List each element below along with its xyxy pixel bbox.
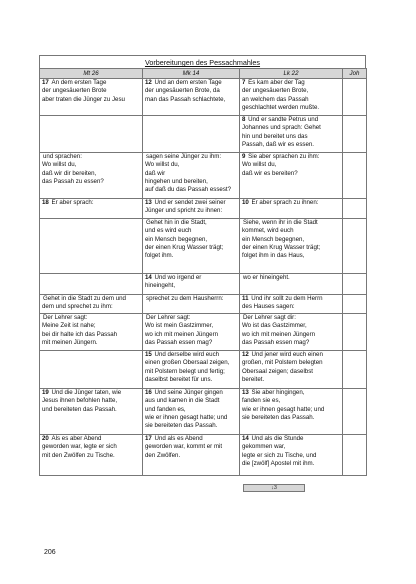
verse-number: 14 [242,435,251,442]
cell-mk [143,153,240,199]
verse-number: 7 [242,79,248,86]
verse-text: An dem ersten Tage der ungesäuerten Brote aber traten die Jünger zu Jesu [42,79,125,103]
table-row [40,435,367,476]
cell-mt [40,219,143,274]
verse-text: Und er sendet zwei seiner Jünger und spricht zu ihnen: [145,199,226,215]
cell-lk [240,295,343,314]
verse-text: Er aber sprach zu ihnen: [251,199,319,206]
cell-mk [143,435,240,476]
verse-text: Und an dem ersten Tage der ungesäuerten Brote, da man das Passah schlachtete, [145,79,226,103]
cell-joh [343,274,367,295]
verse-text: Siehe, wenn ihr in die Stadt kommet, wird euch ein Mensch begegnen, der einen Krug Wasser trägt; folget ihm in das Haus, [242,219,321,259]
cell-mk [143,199,240,219]
verse-number: 8 [242,116,248,123]
verse-text: Und ihr sollt zu dem Herrn des Hauses sagen: [242,295,323,311]
table-row [40,219,367,274]
verse-number: 12 [145,79,154,86]
column-header-joh: Joh [343,69,367,79]
cell-lk [240,314,343,351]
verse-text: Und jener wird euch einen großen, mit Polstern belegten Obersaal zeigen; daselbst bereitet. [242,351,323,383]
cell-mk [143,219,240,274]
cell-joh [343,314,367,351]
verse-number: 10 [242,199,251,206]
table-body [40,79,367,476]
continuation-tab: ↓3 [243,484,305,492]
verse-text: Und derselbe wird euch einen großen Obersaal zeigen, mit Polstern belegt und fertig; daselbst bereitet für uns. [145,351,230,383]
cell-mk [143,389,240,435]
verse-number: 18 [42,199,51,206]
table-row [40,199,367,219]
table-row [40,274,367,295]
verse-text: Sie aber hingingen, fanden sie es, wie er ihnen gesagt hatte; und sie bereiteten das Passah. [242,389,325,421]
cell-mk [143,295,240,314]
cell-mk [143,351,240,389]
verse-number: 11 [242,295,251,302]
verse-text: Es kam aber der Tag der ungesäuerten Brote, an welchem das Passah geschlachtet werden mußte. [242,79,320,111]
cell-mt [40,389,143,435]
table-row [40,389,367,435]
column-header-lk: Lk 22 [240,69,343,79]
verse-text: Der Lehrer sagt: Meine Zeit ist nahe; bei dir halte ich das Passah mit meinen Jüngern. [42,314,118,346]
verse-text: Und als die Stunde gekommen war, legte er sich zu Tische, und die [zwölf] Apostel mit ihm. [242,435,317,467]
cell-joh [343,116,367,153]
cell-mt [40,153,143,199]
cell-joh [343,435,367,476]
verse-text: sprechet zu dem Hausherrn: [146,295,224,302]
verse-number: 9 [242,153,248,160]
verse-text: Gehet in die Stadt zu dem und dem und sprechet zu ihm: [42,295,126,311]
cell-lk [240,274,343,295]
cell-mt [40,314,143,351]
page-title: Vorbereitungen des Pessachmahles [39,55,366,69]
table-row [40,314,367,351]
cell-lk [240,389,343,435]
table-row [40,79,367,116]
verse-number: 12 [242,351,251,358]
verse-text: und sprachen: Wo willst du, daß wir dir bereiten, das Passah zu essen? [42,153,104,185]
verse-text: Und als es Abend geworden war, kommt er mit den Zwölfen. [145,435,223,459]
table-row [40,351,367,389]
cell-lk [240,199,343,219]
page-number: 206 [44,549,56,556]
cell-lk [240,351,343,389]
cell-joh [343,199,367,219]
cell-mk [143,79,240,116]
table-row [40,295,367,314]
verse-text: Er aber sprach: [51,199,94,206]
verse-text: Und wo irgend er hineingeht, [145,274,202,290]
column-header-mt: Mt 26 [40,69,143,79]
cell-mk [143,314,240,351]
cell-mt [40,295,143,314]
table-row [40,116,367,153]
verse-number: 20 [42,435,51,442]
cell-lk [240,435,343,476]
cell-mt [40,79,143,116]
cell-lk [240,153,343,199]
cell-mt [40,435,143,476]
cell-mk [143,116,240,153]
cell-joh [343,295,367,314]
cell-joh [343,389,367,435]
verse-text: Und die Jünger taten, wie Jesus ihnen befohlen hatte, und bereiteten das Passah. [42,389,122,413]
cell-mt [40,199,143,219]
cell-lk [240,79,343,116]
verse-text: Sie aber sprachen zu ihm: Wo willst du, daß wir es bereiten? [242,153,320,177]
verse-number: 16 [145,389,154,396]
cell-mt [40,274,143,295]
verse-text: sagen seine Jünger zu ihm: Wo willst du, daß wir hingehen und bereiten, auf daß du das Passah essest? [145,153,232,193]
cell-joh [343,219,367,274]
cell-lk [240,219,343,274]
cell-mk [143,274,240,295]
cell-joh [343,153,367,199]
verse-number: 19 [42,389,51,396]
verse-text: wo er hineingeht. [243,274,290,281]
synopsis-table [39,68,367,476]
verse-number: 13 [242,389,251,396]
column-header-mk: Mk 14 [143,69,240,79]
verse-text: Und er sandte Petrus und Johannes und sprach: Gehet hin und bereitet uns das Passah, daß wir es essen. [242,116,321,148]
verse-number: 17 [145,435,154,442]
cell-lk [240,116,343,153]
verse-text: Der Lehrer sagt dir: Wo ist das Gastzimmer, wo ich mit meinen Jüngern das Passah essen mag? [242,314,316,346]
verse-number: 17 [42,79,51,86]
cell-mt [40,116,143,153]
cell-joh [343,351,367,389]
table-row [40,153,367,199]
cell-mt [40,351,143,389]
verse-text: Als es aber Abend geworden war, legte er sich mit den Zwölfen zu Tische. [42,435,117,459]
verse-text: Gehet hin in die Stadt, und es wird euch ein Mensch begegnen, der einen Krug Wasser trägt; folget ihm. [145,219,224,259]
cell-joh [343,79,367,116]
verse-number: 13 [145,199,154,206]
verse-text: Der Lehrer sagt: Wo ist mein Gastzimmer, wo ich mit meinen Jüngern das Passah essen mag? [145,314,219,346]
verse-number: 14 [145,274,154,281]
verse-number: 15 [145,351,154,358]
verse-text: Und seine Jünger gingen aus und kamen in die Stadt und fanden es, wie er ihnen gesagt hatte; und sie bereiteten das Passah. [145,389,228,429]
header-row [40,69,367,79]
